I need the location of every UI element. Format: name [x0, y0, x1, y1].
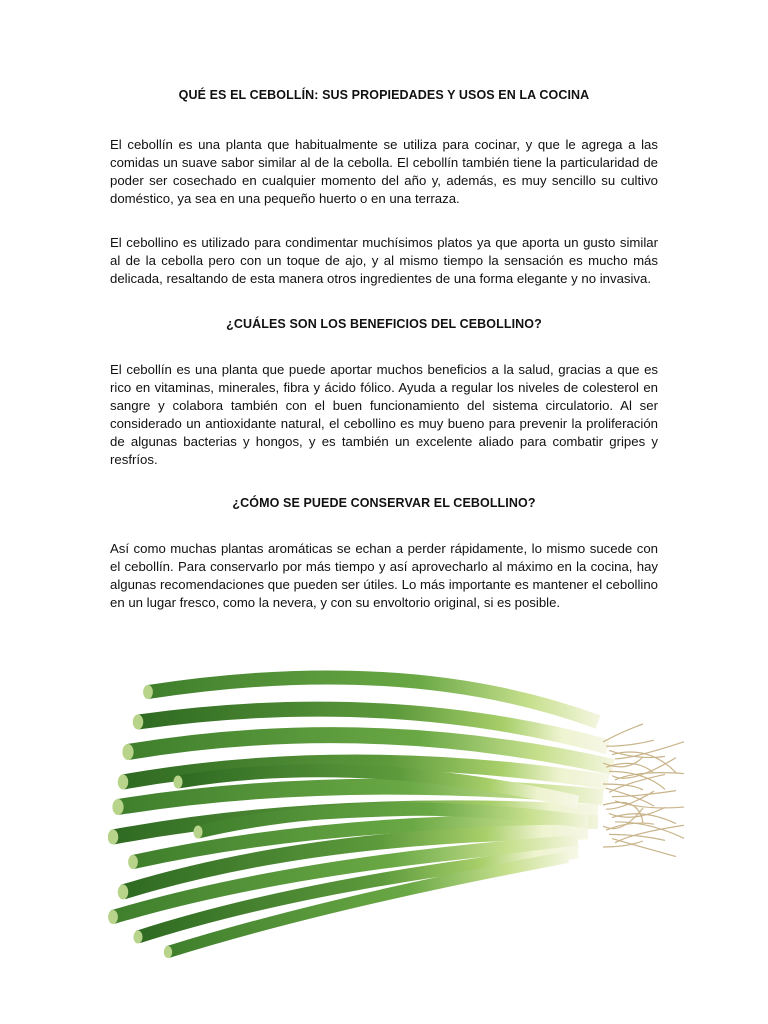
usage-paragraph: El cebollino es utilizado para condimentar muchísimos platos ya que aporta un gusto similar al de la cebolla pero con un toque de ajo, y al mismo tiempo la sensación es mucho más delicada, resaltando de esta manera otros ingredientes de una forma elegante y no invasiva.: [110, 235, 658, 286]
onion-stalks: [108, 677, 613, 958]
onion-stalk-cut-end: [118, 775, 129, 790]
onion-stalk-cut-end: [128, 855, 138, 869]
onion-stalk-cut-end: [118, 885, 129, 900]
onion-stalk-cut-end: [173, 776, 182, 789]
onion-stalk-cut-end: [143, 685, 153, 699]
onion-stalk-cut-end: [108, 830, 118, 845]
onion-root-strand: [612, 752, 676, 773]
onion-root-strand: [615, 801, 684, 808]
onion-stalk-cut-end: [108, 910, 118, 924]
benefits-heading: ¿CUÁLES SON LOS BENEFICIOS DEL CEBOLLINO?: [226, 317, 542, 331]
onion-stalk-cut-end: [133, 715, 144, 730]
intro-paragraph: El cebollín es una planta que habitualmente se utiliza para cocinar, y que le agrega a las comidas un suave sabor similar al de la cebolla. El cebollín también tiene la particularidad de poder ser cosechado en cualquier momento del año y, además, es muy sencillo su cultivo doméstico, ya sea en una pequeño huerto o en una terraza.: [110, 137, 658, 206]
onion-root-strand: [606, 740, 654, 746]
document-title: QUÉ ES EL CEBOLLÍN: SUS PROPIEDADES Y USOS EN LA COCINA: [178, 88, 590, 102]
onion-stalk-cut-end: [133, 931, 142, 944]
onion-root-strand: [603, 808, 643, 829]
green-onion-illustration: [108, 632, 684, 972]
onion-root-strand: [612, 758, 676, 779]
onion-root-strand: [612, 839, 676, 857]
onion-roots: [603, 724, 684, 857]
onion-root-strand: [603, 724, 643, 742]
onion-root-strand: [612, 791, 676, 797]
onion-stalk-cut-end: [122, 744, 133, 760]
onion-root-strand: [609, 750, 665, 757]
onion-root-strand: [615, 741, 684, 759]
onion-stalk-cut-end: [193, 826, 202, 839]
onion-stalk-cut-end: [164, 946, 172, 958]
storage-heading: ¿CÓMO SE PUEDE CONSERVAR EL CEBOLLINO?: [232, 496, 536, 510]
benefits-paragraph: El cebollín es una planta que puede aportar muchos beneficios a la salud, gracias a que es rico en vitaminas, minerales, fibra y ácido fólico. Ayuda a regular los niveles de colesterol en sangre y colabora también con el buen funcionamiento del sistema circulatorio. Al ser considerado un antioxidante natural, el cebollino es muy bueno para prevenir la proliferación de algunas bacterias y hongos, y es también un excelente aliado para combatir gripes y resfríos.: [110, 362, 658, 467]
onion-stalk-cut-end: [112, 799, 123, 815]
storage-paragraph: Así como muchas plantas aromáticas se echan a perder rápidamente, lo mismo sucede con el cebollín. Para conservarlo por más tiempo y así aprovecharlo al máximo en la cocina, hay algunas recomendaciones que pueden ser útiles. Lo más importante es mantener el cebollino en un lugar fresco, como la nevera, y con su envoltorio original, si es posible.: [110, 541, 658, 610]
